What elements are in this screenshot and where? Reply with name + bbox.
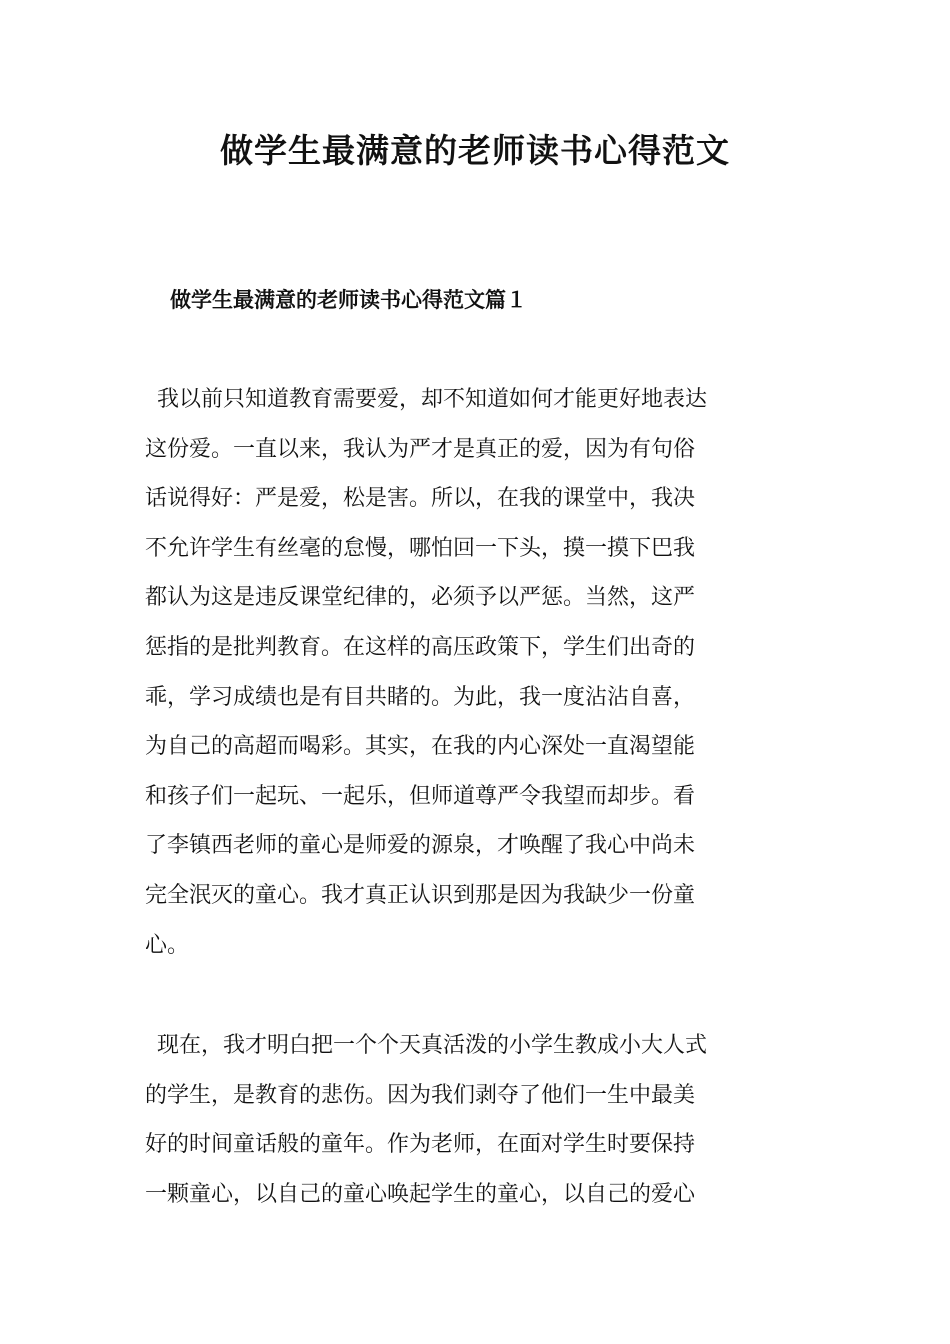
paragraph-line: 话说得好：严是爱，松是害。所以，在我的课堂中，我决 xyxy=(145,486,696,512)
paragraph-line: 心。 xyxy=(145,932,190,958)
paragraph-line: 完全泯灭的童心。我才真正认识到那是因为我缺少一份童 xyxy=(145,882,696,908)
document-title: 做学生最满意的老师读书心得范文 xyxy=(220,131,730,170)
paragraph-line: 一颗童心，以自己的童心唤起学生的童心，以自己的爱心 xyxy=(145,1181,696,1207)
paragraph-line: 好的时间童话般的童年。作为老师，在面对学生时要保持 xyxy=(145,1132,696,1158)
paragraph-line: 了李镇西老师的童心是师爱的源泉，才唤醒了我心中尚未 xyxy=(145,833,696,859)
paragraph-1 xyxy=(145,375,807,970)
paragraph-line: 和孩子们一起玩、一起乐，但师道尊严令我望而却步。看 xyxy=(145,783,696,809)
paragraph-line: 现在，我才明白把一个个天真活泼的小学生教成小大人式 xyxy=(157,1033,708,1058)
paragraph-2 xyxy=(145,1021,807,1219)
paragraph-line: 这份爱。一直以来，我认为严才是真正的爱，因为有句俗 xyxy=(145,436,696,462)
paragraph-line: 不允许学生有丝毫的怠慢，哪怕回一下头，摸一摸下巴我 xyxy=(145,535,696,561)
paragraph-line: 乖，学习成绩也是有目共睹的。为此，我一度沾沾自喜， xyxy=(145,684,696,710)
paragraph-line: 为自己的高超而喝彩。其实，在我的内心深处一直渴望能 xyxy=(145,734,696,760)
paragraph-line: 我以前只知道教育需要爱，却不知道如何才能更好地表达 xyxy=(157,387,708,412)
paragraph-line: 的学生，是教育的悲伤。因为我们剥夺了他们一生中最美 xyxy=(145,1082,696,1108)
paragraph-line: 都认为这是违反课堂纪律的，必须予以严惩。当然，这严 xyxy=(145,585,696,611)
section-heading: 做学生最满意的老师读书心得范文篇１ xyxy=(170,287,527,312)
paragraph-line: 惩指的是批判教育。在这样的高压政策下，学生们出奇的 xyxy=(145,634,696,660)
